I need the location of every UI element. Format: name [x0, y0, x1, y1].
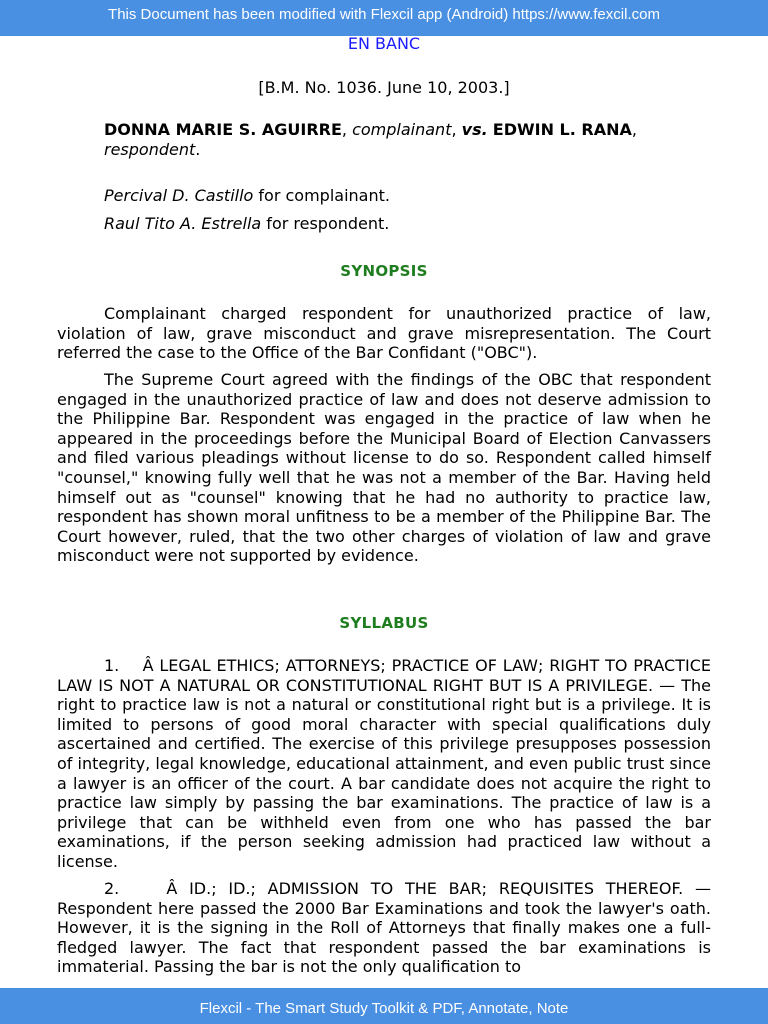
counsel-name: Raul Tito A. Estrella [104, 214, 262, 233]
complainant-name: DONNA MARIE S. AGUIRRE [104, 120, 342, 139]
counsel-role: for complainant. [253, 186, 390, 205]
flexcil-top-banner: This Document has been modified with Flexcil app (Android) https://www.fexcil.com [0, 0, 768, 36]
synopsis-paragraph: Complainant charged respondent for unauthorized practice of law, violation of law, grave misconduct and grave misrepresentation. The Court referred the case to the Office of the Bar Confidant ("OBC"). [57, 304, 711, 363]
respondent-name: EDWIN L. RANA [492, 120, 632, 139]
syllabus-heading: SYLLABUS [339, 614, 429, 632]
syllabus-paragraph: 2. Â ID.; ID.; ADMISSION TO THE BAR; REQUISITES THEREOF. — Respondent here passed the 2000 Bar Examinations and took the lawyer's oath. However, it is the signing in the Roll of Attorneys that finally makes one a full-fledged lawyer. The fact that respondent passed the bar examinations is immaterial. Passing the bar is not the only qualification to [57, 879, 717, 977]
synopsis-heading: SYNOPSIS [340, 262, 428, 280]
case-number: [B.M. No. 1036. June 10, 2003.] [258, 78, 510, 97]
counsel-line-complainant [104, 186, 390, 206]
complainant-role: complainant [352, 120, 452, 139]
counsel-role: for respondent. [261, 214, 390, 233]
flexcil-bottom-banner: Flexcil - The Smart Study Toolkit & PDF, Annotate, Note [0, 988, 768, 1024]
counsel-line-respondent [104, 214, 389, 234]
versus-label: vs. [461, 120, 488, 139]
court-division: EN BANC [347, 34, 421, 53]
counsel-name: Percival D. Castillo [104, 186, 254, 205]
synopsis-paragraph: The Supreme Court agreed with the findings of the OBC that respondent engaged in the unauthorized practice of law and does not deserve admission to the Philippine Bar. Respondent was engaged in the practice of law when he appeared in the proceedings before the Municipal Board of Election Canvassers and filed various pleadings without license to do so. Respondent called himself "counsel," knowing fully well that he was not a member of the Bar. Having held himself out as "counsel" knowing that he had no authority to practice law, respondent has shown moral unfitness to be a member of the Philippine Bar. The Court however, ruled, that the two other charges of violation of law and grave misconduct were not supported by evidence. [57, 370, 711, 566]
respondent-role: respondent [104, 139, 196, 159]
case-parties: DONNA MARIE S. AGUIRRE, complainant, vs. EDWIN L. RANA, respondent. [104, 120, 637, 159]
syllabus-paragraph: 1. Â LEGAL ETHICS; ATTORNEYS; PRACTICE OF LAW; RIGHT TO PRACTICE LAW IS NOT A NATURAL OR CONSTITUTIONAL RIGHT BUT IS A PRIVILEGE. — The right to practice law is not a natural or constitutional right but is a privilege. It is limited to persons of good moral character with special qualifications duly ascertained and certified. The exercise of this privilege presupposes possession of integrity, legal knowledge, educational attainment, and even public trust since a lawyer is an officer of the court. A bar candidate does not acquire the right to practice law simply by passing the bar examinations. The practice of law is a privilege that can be withheld even from one who has passed the bar examinations, if the person seeking admission had practiced law without a license. [57, 656, 717, 871]
